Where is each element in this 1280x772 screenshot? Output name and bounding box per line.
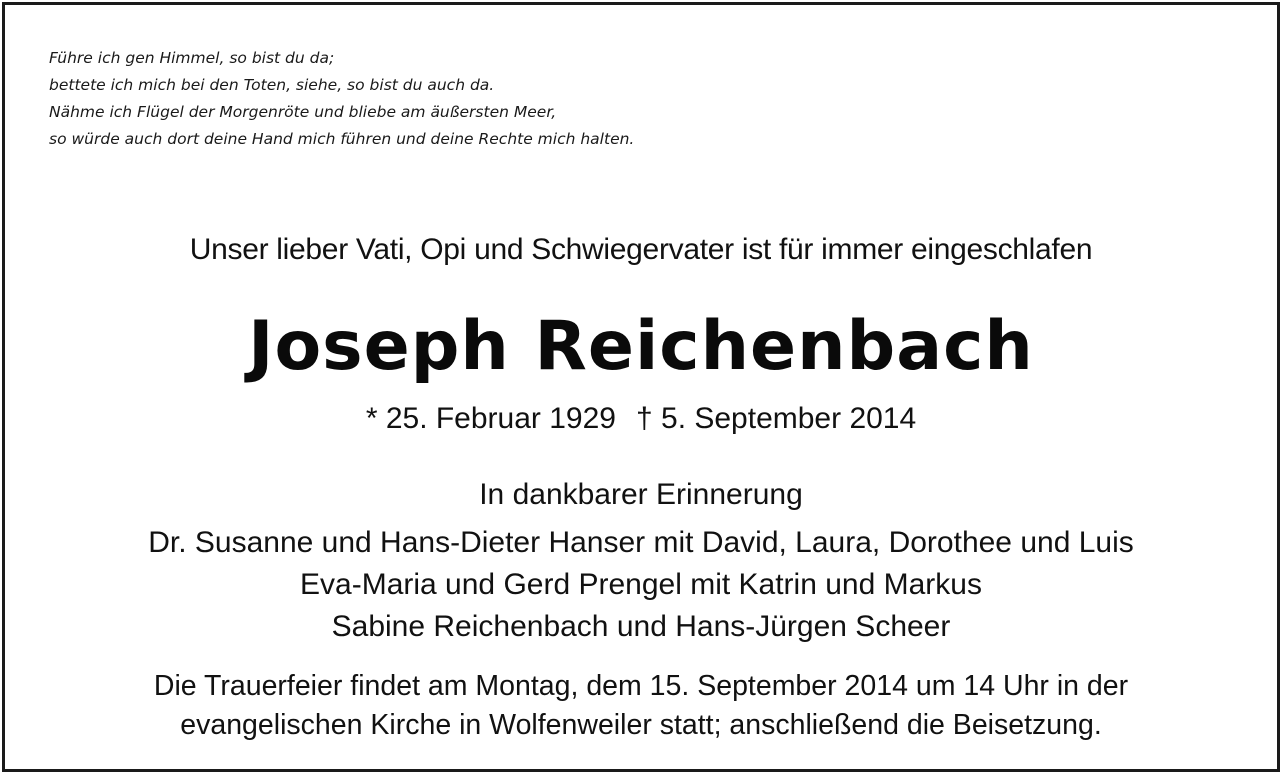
- birth-date: * 25. Februar 1929: [365, 402, 616, 435]
- bible-verse: [49, 45, 634, 153]
- verse-line: Führe ich gen Himmel, so bist du da;: [49, 49, 335, 67]
- service-line: evangelischen Kirche in Wolfenweiler statt; anschließend die Beisetzung.: [180, 709, 1102, 741]
- deceased-name: Joseph Reichenbach: [248, 307, 1034, 386]
- mourners-list: [5, 522, 1277, 648]
- funeral-service-info: [5, 667, 1277, 745]
- obituary-frame: [2, 2, 1280, 772]
- mourner-line: Dr. Susanne und Hans-Dieter Hanser mit David, Laura, Dorothee und Luis: [148, 526, 1134, 559]
- verse-line: Nähme ich Flügel der Morgenröte und bliebe am äußersten Meer,: [49, 103, 557, 121]
- life-dates: [5, 399, 1277, 439]
- mourner-line: Sabine Reichenbach und Hans-Jürgen Scheer: [331, 610, 951, 643]
- service-line: Die Trauerfeier findet am Montag, dem 15. September 2014 um 14 Uhr in der: [153, 670, 1129, 702]
- intro-text: Unser lieber Vati, Opi und Schwiegervater ist für immer eingeschlafen: [189, 233, 1093, 266]
- remembrance-heading: In dankbarer Erinnerung: [479, 478, 803, 511]
- verse-line: so würde auch dort deine Hand mich führen und deine Rechte mich halten.: [49, 130, 635, 148]
- verse-line: bettete ich mich bei den Toten, siehe, so bist du auch da.: [49, 76, 495, 94]
- death-date: † 5. September 2014: [635, 402, 917, 435]
- mourner-line: Eva-Maria und Gerd Prengel mit Katrin und Markus: [300, 568, 982, 601]
